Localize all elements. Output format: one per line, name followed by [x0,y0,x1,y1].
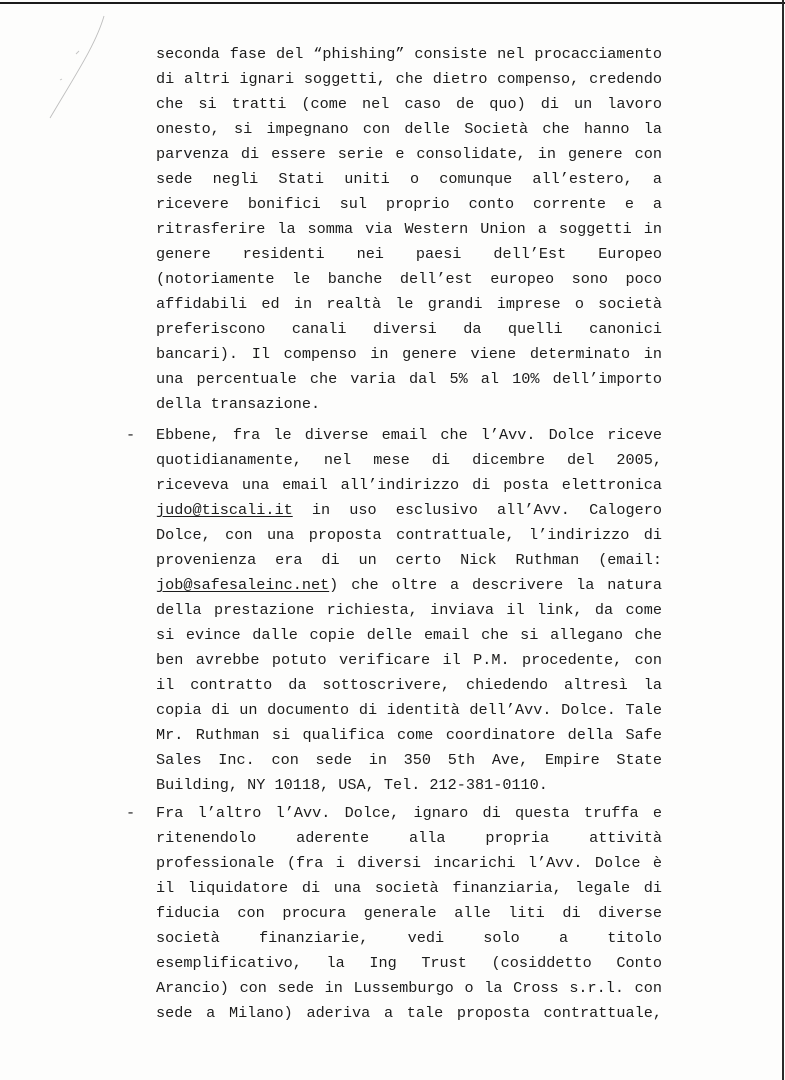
paragraph-line: una percentuale che varia dal 5% al 10% dell’importo [156,370,662,388]
email-link-judo[interactable]: judo@tiscali.it [156,501,293,519]
bullet-line: il liquidatore di una società finanziaria, legale di [156,879,662,897]
bullet-line: sede a Milano) aderiva a tale proposta contrattuale, [156,1004,662,1022]
bullet-line: professionale (fra i diversi incarichi l’Avv. Dolce è [156,854,662,872]
email-link-safesale[interactable]: job@safesaleinc.net [156,576,330,594]
bullet-line: Building, NY 10118, USA, Tel. 212-381-0110. [156,776,548,794]
bullet-line: ben avrebbe potuto verificare il P.M. procedente, con [156,651,662,669]
bullet-line: il contratto da sottoscrivere, chiedendo altresì la [156,676,662,694]
paragraph-line: genere residenti nei paesi dell’Est Europeo [156,245,662,263]
bullet-line-text: in uso esclusivo all’Avv. Calogero [292,501,662,519]
paragraph-line: onesto, si impegnano con delle Società che hanno la [156,120,662,138]
paragraph-line: ritrasferire la somma via Western Union a soggetti in [156,220,662,238]
bullet-line: provenienza era di un certo Nick Ruthman (email: [156,551,662,569]
bullet-line: quotidianamente, nel mese di dicembre del 2005, [156,451,662,469]
bullet-marker: - [126,804,136,822]
paragraph-line: (notoriamente le banche dell’est europeo sono poco [156,270,662,288]
bullet-marker: - [126,426,136,444]
paragraph-line: che si tratti (come nel caso de quo) di un lavoro [156,95,662,113]
paragraph-line: sede negli Stati uniti o comunque all’estero, a [156,170,662,188]
paragraph-line: preferiscono canali diversi da quelli canonici [156,320,662,338]
paragraph-line: seconda fase del “phishing” consiste nel procacciamento [156,45,662,63]
bullet-line: Dolce, con una proposta contrattuale, l’indirizzo di [156,526,662,544]
paragraph-line: bancari). Il compenso in genere viene determinato in [156,345,662,363]
bullet-line: si evince dalle copie delle email che si allegano che [156,626,662,644]
paragraph-line: parvenza di essere serie e consolidate, in genere con [156,145,662,163]
bullet-line-with-email [156,498,662,523]
bullet-line: Ebbene, fra le diverse email che l’Avv. Dolce riceve [156,426,662,444]
bullet-line: Sales Inc. con sede in 350 5th Ave, Empire State [156,751,662,769]
bullet-line-text: ) che oltre a descrivere la natura [329,576,662,594]
bullet-line: riceveva una email all’indirizzo di posta elettronica [156,476,662,494]
paragraph-line: ricevere bonifici sul proprio conto corrente e a [156,195,662,213]
paragraph-line: di altri ignari soggetti, che dietro compenso, credendo [156,70,662,88]
bullet-line: Arancio) con sede in Lussemburgo o la Cross s.r.l. con [156,979,662,997]
bullet-line: copia di un documento di identità dell’Avv. Dolce. Tale [156,701,662,719]
bullet-line-with-email [156,573,662,598]
bullet-line: società finanziarie, vedi solo a titolo [156,929,662,947]
bullet-line: ritenendolo aderente alla propria attività [156,829,662,847]
bullet-line: della prestazione richiesta, inviava il link, da come [156,601,662,619]
paragraph-line: della transazione. [156,395,321,413]
paragraph-line: affidabili ed in realtà le grandi imprese o società [156,295,662,313]
bullet-line: fiducia con procura generale alle liti di diverse [156,904,662,922]
bullet-line: Mr. Ruthman si qualifica come coordinatore della Safe [156,726,662,744]
bullet-line: Fra l’altro l’Avv. Dolce, ignaro di questa truffa e [156,804,662,822]
bullet-line: esemplificativo, la Ing Trust (cosiddetto Conto [156,954,662,972]
